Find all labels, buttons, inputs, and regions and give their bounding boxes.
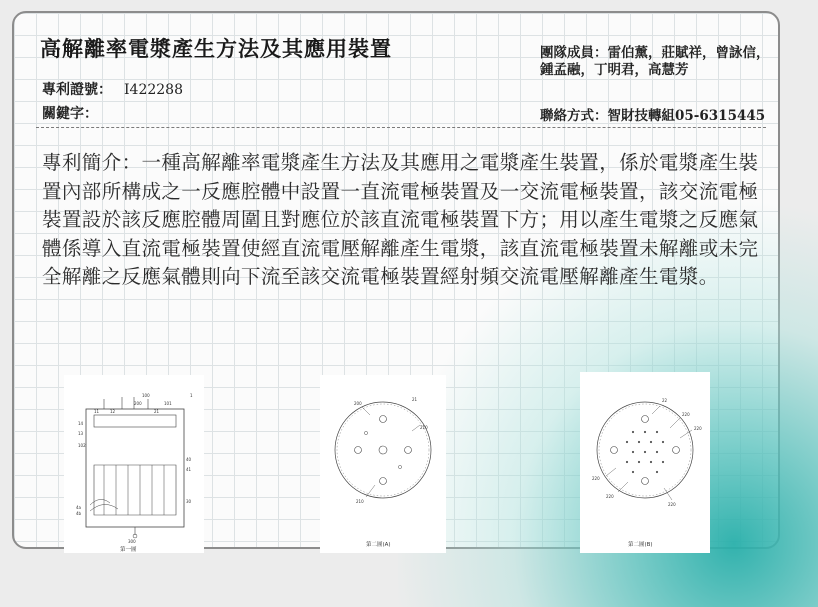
fig2b-label: 220 xyxy=(694,426,702,431)
figure-1-apparatus-drawing xyxy=(64,375,204,553)
fig2a-label: 210 xyxy=(420,425,428,430)
fig1-label: 100 xyxy=(142,393,150,398)
fig1-label: 1 xyxy=(190,393,193,398)
fig2b-label: 220 xyxy=(592,476,600,481)
team-members: 團隊成員：雷伯薰，莊賦祥，曾詠信，鍾孟融，丁明君，高慧芳 xyxy=(540,45,775,79)
fig2a-label: 200 xyxy=(354,401,362,406)
fig1-label: 11 xyxy=(94,409,100,414)
figure-2a-caption: 第二圖(A) xyxy=(366,540,391,548)
fig1-label: 200 xyxy=(134,401,142,406)
fig1-label: 12 xyxy=(110,409,116,414)
figure-1-svg xyxy=(64,375,204,553)
fig1-label: 13 xyxy=(78,431,84,436)
figure-1-caption: 第一圖 xyxy=(120,545,137,553)
fig2b-label: 22 xyxy=(662,398,668,403)
figure-2b-caption: 第二圖(B) xyxy=(628,540,653,548)
fig2a-label: 210 xyxy=(356,499,364,504)
patent-card xyxy=(12,11,780,549)
figure-2b-electrode-drawing xyxy=(580,372,710,553)
patent-number-row xyxy=(42,79,183,99)
fig1-label: 300 xyxy=(128,539,136,544)
figure-2b-svg xyxy=(580,372,710,553)
fig1-label: 101 xyxy=(164,401,172,406)
fig2a-label: 21 xyxy=(412,397,418,402)
fig1-label: 4a xyxy=(76,505,82,510)
fig1-label: 40 xyxy=(186,457,192,462)
fig1-label: 14 xyxy=(78,421,84,426)
patent-number: I422288 xyxy=(124,82,183,98)
keywords-label: 關鍵字： xyxy=(42,103,98,123)
fig2b-label: 220 xyxy=(606,494,614,499)
figure-2a-svg xyxy=(320,375,446,553)
patent-introduction: 專利簡介：一種高解離率電漿產生方法及其應用之電漿產生裝置，係於電漿產生裝置內部所構成之一反應腔體中設置一直流電極裝置及一交流電極裝置，該交流電極裝置設於該反應腔體周圍且對應位於該直流電極裝置下方；用以產生電漿之反應氣體係導入直流電極裝置使經直流電壓解離產生電漿，該直流電極裝置未解離或未完全解離之反應氣體則向下流至該交流電極裝置經射頻交流電壓解離產生電漿。 xyxy=(42,149,764,292)
page-title: 高解離率電漿產生方法及其應用裝置 xyxy=(40,33,392,63)
figure-2a-electrode-drawing xyxy=(320,375,446,553)
fig1-label: 41 xyxy=(186,467,192,472)
fig1-label: 102 xyxy=(78,443,86,448)
dashed-divider xyxy=(36,127,766,128)
fig1-label: 30 xyxy=(186,499,192,504)
patent-label: 專利證號： xyxy=(42,82,112,98)
fig2b-label: 220 xyxy=(682,412,690,417)
fig1-label: 4b xyxy=(76,511,82,516)
contact-info: 聯絡方式：智財技轉組05-6315445 xyxy=(540,104,765,124)
fig1-label: 21 xyxy=(154,409,160,414)
fig2b-label: 220 xyxy=(668,502,676,507)
